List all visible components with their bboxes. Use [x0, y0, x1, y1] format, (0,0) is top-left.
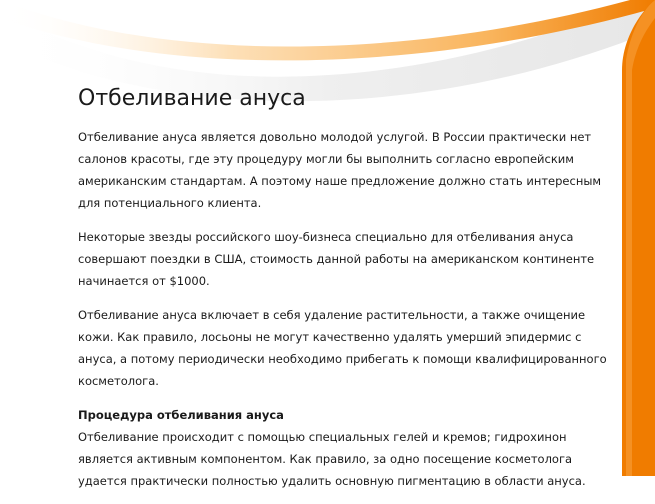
paragraph-celebrities: Некоторые звезды российского шоу-бизнеса специально для отбеливания ануса совершают поездки в США, стоимость данной работы на американском континенте начинается от $1000.	[78, 230, 595, 288]
section-heading: Процедура отбеливания ануса	[78, 408, 284, 422]
paragraph-procedure-details: Отбеливание происходит с помощью специальных гелей и кремов; гидрохинон является активным компонентом. Как правило, за одно посещение косметолога удается практически полностью удалить основную пигментацию в области ануса.	[78, 430, 586, 488]
page-title: Отбеливание ануса	[78, 86, 306, 111]
paragraph-intro: Отбеливание ануса является довольно молодой услугой. В России практически нет салонов красоты, где эту процедуру могли бы выполнить согласно европейским американским стандартам. А поэтому наше предложение должно стать интересным для потенциального клиента.	[78, 130, 602, 210]
paragraph-procedure-scope: Отбеливание ануса включает в себя удаление растительности, а также очищение кожи. Как правило, лосьоны не могут качественно удалять умерший эпидермис с ануса, а потому периодически необходимо прибегать к помощи квалифицированного косметолога.	[78, 308, 607, 388]
article-content	[78, 84, 608, 504]
